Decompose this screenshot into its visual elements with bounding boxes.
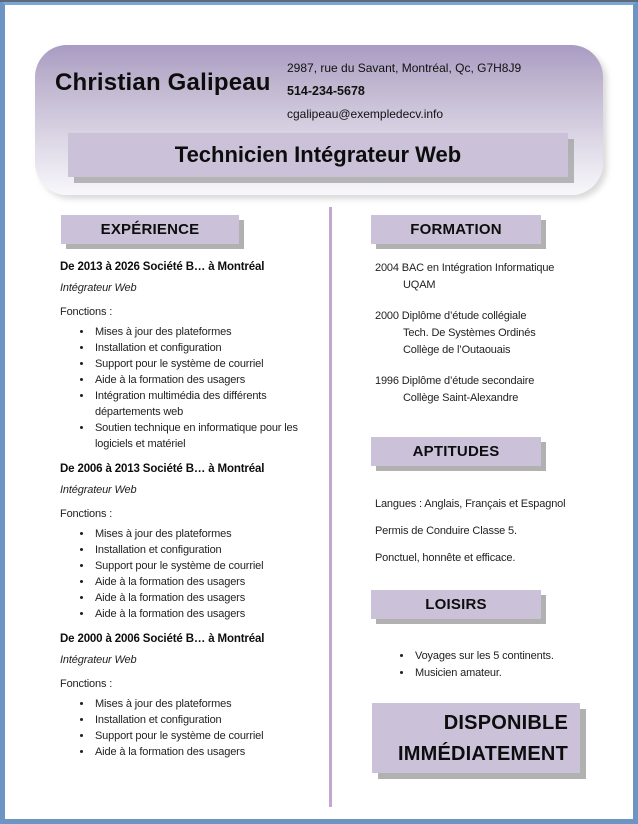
duty-item: • Aide à la formation des usagers	[93, 372, 318, 388]
job-title: Technicien Intégrateur Web	[174, 142, 462, 167]
education-title: 2004 BAC en Intégration Informatique	[375, 262, 555, 274]
duty-item: • Soutien technique en informatique pour les logiciels et matériel	[93, 420, 318, 452]
education-entry	[375, 373, 610, 407]
education-title: 1996 Diplôme d’étude secondaire	[375, 375, 535, 387]
education-entry	[375, 260, 610, 294]
section-heading-experience: EXPÉRIENCE	[61, 215, 239, 244]
email-address: cgalipeau@exempledecv.info	[287, 107, 444, 121]
duty-item: • Aide à la formation des usagers	[93, 744, 318, 760]
formation-section	[375, 260, 610, 421]
functions-label: Fonctions :	[60, 306, 113, 318]
section-heading-loisirs: LOISIRS	[371, 590, 541, 619]
loisir-item: • Voyages sur les 5 continents.	[413, 648, 608, 665]
duties-list	[60, 696, 332, 760]
duties-list	[60, 324, 332, 452]
duty-item: • Aide à la formation des usagers	[93, 590, 318, 606]
education-detail: Collège Saint-Alexandre	[403, 392, 519, 404]
duty-item: • Mises à jour des plateformes	[93, 696, 318, 712]
aptitude-item: Ponctuel, honnête et efficace.	[375, 552, 516, 564]
job-period: De 2013 à 2026 Société B… à Montréal	[60, 261, 265, 273]
job-period: De 2000 à 2006 Société B… à Montréal	[60, 633, 265, 645]
header-card	[35, 45, 603, 195]
job-role: Intégrateur Web	[60, 484, 137, 496]
aptitude-item: Langues : Anglais, Français et Espagnol	[375, 498, 566, 510]
section-heading-formation: FORMATION	[371, 215, 541, 244]
duty-item: • Support pour le système de courriel	[93, 356, 318, 372]
duty-item: • Support pour le système de courriel	[93, 558, 318, 574]
address-line: 2987, rue du Savant, Montréal, Qc, G7H8J9	[287, 61, 522, 75]
loisir-item: • Musicien amateur.	[413, 665, 608, 682]
functions-label: Fonctions :	[60, 678, 113, 690]
availability-line-1: DISPONIBLE	[443, 712, 568, 734]
duty-item: • Intégration multimédia des différents départements web	[93, 388, 318, 420]
duty-item: • Mises à jour des plateformes	[93, 324, 318, 340]
duty-item: • Support pour le système de courriel	[93, 728, 318, 744]
candidate-name: Christian Galipeau	[55, 69, 271, 96]
duties-list	[60, 526, 332, 622]
functions-label: Fonctions :	[60, 508, 113, 520]
education-detail: Collège de l’Outaouais	[403, 344, 511, 356]
duty-item: • Mises à jour des plateformes	[93, 526, 318, 542]
duty-item: • Installation et configuration	[93, 542, 318, 558]
education-title: 2000 Diplôme d’étude collégiale	[375, 310, 527, 322]
duty-item: • Installation et configuration	[93, 340, 318, 356]
job-period: De 2006 à 2013 Société B… à Montréal	[60, 463, 265, 475]
contact-block	[287, 57, 587, 126]
experience-entry	[60, 462, 332, 622]
duty-item: • Aide à la formation des usagers	[93, 606, 318, 622]
availability-banner	[372, 703, 580, 773]
education-detail: UQAM	[403, 279, 436, 291]
loisirs-list	[388, 648, 608, 682]
education-entry	[375, 308, 610, 359]
duty-item: • Installation et configuration	[93, 712, 318, 728]
phone-number: 514-234-5678	[287, 84, 365, 98]
section-heading-aptitudes: APTITUDES	[371, 437, 541, 466]
job-role: Intégrateur Web	[60, 282, 137, 294]
job-role: Intégrateur Web	[60, 654, 137, 666]
duty-item: • Aide à la formation des usagers	[93, 574, 318, 590]
aptitude-item: Permis de Conduire Classe 5.	[375, 525, 517, 537]
aptitudes-section	[375, 496, 610, 577]
experience-entry	[60, 632, 332, 760]
job-title-banner	[68, 133, 568, 177]
availability-line-2: IMMÉDIATEMENT	[398, 743, 568, 765]
experience-entry	[60, 260, 332, 452]
experience-column	[60, 260, 332, 770]
education-detail: Tech. De Systèmes Ordinés	[403, 327, 536, 339]
